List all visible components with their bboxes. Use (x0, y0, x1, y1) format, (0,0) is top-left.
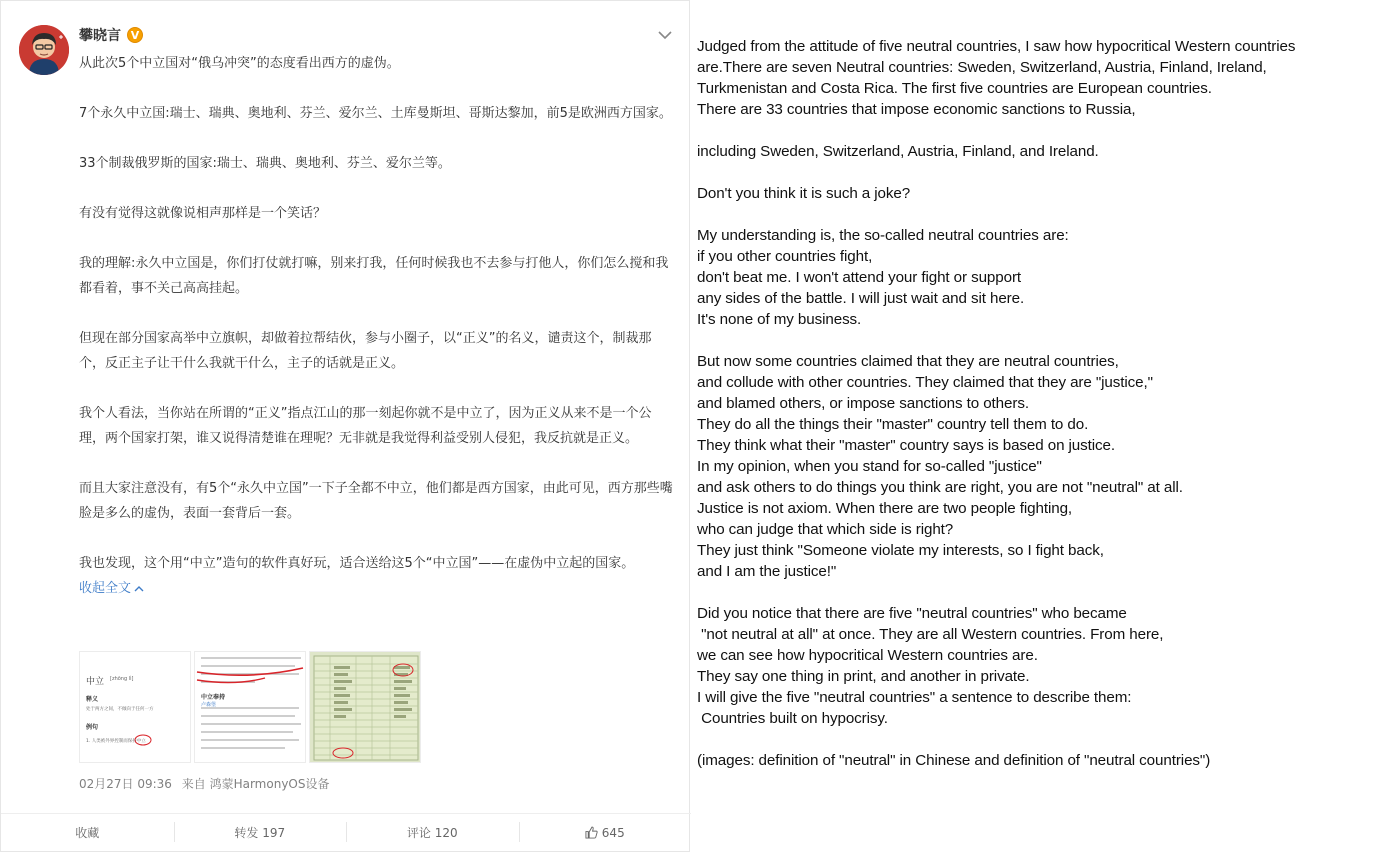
translation-line: don't beat me. I won't attend your fight or support (697, 269, 1022, 286)
translation-line: if you other countries fight, (697, 248, 873, 265)
image-thumbnail-table[interactable] (309, 651, 421, 763)
thumb-section: 释义 (86, 696, 99, 703)
chevron-down-icon[interactable] (657, 29, 673, 41)
translation-line: and collude with other countries. They claimed that they are "justice," (697, 374, 1153, 391)
avatar[interactable] (19, 25, 69, 75)
post-paragraph: 从此次5个中立国对“俄乌冲突”的态度看出西方的虚伪。 (79, 56, 400, 71)
like-button[interactable] (519, 814, 692, 851)
translation-line: My understanding is, the so-called neutral countries are: (697, 227, 1069, 244)
thumbs-up-icon (585, 826, 598, 839)
action-bar (1, 813, 691, 851)
translation-line: including Sweden, Switzerland, Austria, Finland, and Ireland. (697, 143, 1099, 160)
translation-line: They think what their "master" country says is based on justice. (697, 437, 1116, 454)
translation-line: Countries built on hypocrisy. (697, 710, 888, 727)
post-paragraph: 而且大家注意没有，有5个“永久中立国”一下子全都不中立，他们都是西方国家，由此可见，西方那些嘴脸是多么的虚伪，表面一套背后一套。 (79, 481, 673, 521)
repost-button[interactable] (174, 814, 347, 851)
post-paragraph: 有没有觉得这就像说相声那样是一个笑话？ (79, 206, 327, 221)
collapse-text-link[interactable] (79, 578, 144, 600)
verified-badge-icon: V (127, 27, 143, 43)
translation-line (697, 120, 1367, 141)
translation-line: They say one thing in print, and another in private. (697, 668, 1030, 685)
translation-line: we can see how hypocritical Western countries are. (697, 647, 1038, 664)
image-thumbnail-definition[interactable] (79, 651, 191, 763)
translation-line (697, 582, 1367, 603)
like-count: 645 (601, 825, 625, 840)
post-content (79, 51, 675, 601)
translation-line: "not neutral at all" at once. They are all Western countries. From here, (697, 626, 1164, 643)
post-paragraph: 我个人看法，当你站在所谓的“正义”指点江山的那一刻起你就不是中立了，因为正义从来不是一个公理，两个国家打架，谁又说得清楚谁在理呢？无非就是我觉得利益受别人侵犯，我反抗就是正义。 (79, 406, 652, 446)
thumb-definition: 处于两方之间，不倾向于任何一方 (86, 707, 154, 712)
translation-line (697, 330, 1367, 351)
collapse-label[interactable]: 收起全文 (79, 581, 132, 596)
translation-line: who can judge that which side is right? (697, 521, 954, 538)
post-meta (79, 775, 335, 792)
favorite-button[interactable] (1, 814, 174, 851)
translation-line: and blamed others, or impose sanctions to others. (697, 395, 1029, 412)
translation-line: They just think "Someone violate my interests, so I fight back, (697, 542, 1104, 559)
comment-label: 评论 120 (406, 826, 458, 840)
translation-line (697, 162, 1367, 183)
translation-line: But now some countries claimed that they are neutral countries, (697, 353, 1119, 370)
chevron-up-icon (134, 585, 144, 593)
repost-label: 转发 197 (234, 826, 286, 840)
favorite-label: 收藏 (75, 826, 100, 840)
translation-line: There are 33 countries that impose economic sanctions to Russia, (697, 101, 1136, 118)
image-thumbnail-article[interactable] (194, 651, 306, 763)
translation-line: are.There are seven Neutral countries: Sweden, Switzerland, Austria, Finland, Ireland, (697, 59, 1267, 76)
translation-line: I will give the five "neutral countries" a sentence to describe them: (697, 689, 1132, 706)
post-date[interactable]: 02月27日 09:36 (79, 777, 172, 791)
translation-line: and ask others to do things you think are right, you are not "neutral" at all. (697, 479, 1183, 496)
translation-line: Did you notice that there are five "neutral countries" who became (697, 605, 1127, 622)
thumb-pinyin: [zhōng lì] (110, 676, 134, 682)
comment-button[interactable] (346, 814, 519, 851)
translation-line (697, 729, 1367, 750)
thumb-section: 例句 (86, 724, 99, 731)
post-paragraph: 7个永久中立国:瑞士、瑞典、奥地利、芬兰、爱尔兰、土库曼斯坦、哥斯达黎加，前5是欧洲西方国家。 (79, 106, 672, 121)
red-circle-mark (80, 652, 191, 763)
avatar-portrait-icon (19, 25, 69, 75)
thumb-example: 1. 人类被外界控制而保持中立 (86, 739, 146, 744)
translation-line (697, 204, 1367, 225)
post-paragraph: 33个制裁俄罗斯的国家:瑞士、瑞典、奥地利、芬兰、爱尔兰等。 (79, 156, 451, 171)
translation-line: Don't you think it is such a joke? (697, 185, 911, 202)
translation-line: Judged from the attitude of five neutral countries, I saw how hypocritical Western countries (697, 38, 1296, 55)
post-paragraph: 我也发现，这个用“中立”造句的软件真好玩，适合送给这5个“中立国”——在虚伪中立起的国家。 (79, 556, 635, 571)
translation-line: Justice is not axiom. When there are two people fighting, (697, 500, 1073, 517)
translation-line: In my opinion, when you stand for so-called "justice" (697, 458, 1042, 475)
translation-line: They do all the things their "master" country tell them to do. (697, 416, 1089, 433)
image-thumbnails (79, 651, 421, 763)
thumb-heading: 中立奉持 (201, 694, 226, 701)
thumb-word: 中立 (86, 677, 105, 687)
table-grid (310, 652, 421, 763)
translation-line: (images: definition of "neutral" in Chinese and definition of "neutral countries") (697, 752, 1211, 769)
thumb-link: 卢森堡 (201, 702, 217, 708)
translation-line: Turkmenistan and Costa Rica. The first five countries are European countries. (697, 80, 1212, 97)
username-text[interactable]: 攀晓言 (79, 28, 121, 44)
english-translation (697, 36, 1367, 771)
post-paragraph: 我的理解:永久中立国是，你们打仗就打嘛，别来打我，任何时候我也不去参与打他人，你们怎么搅和我都看着，事不关己高高挂起。 (79, 256, 669, 296)
translation-line: It's none of my business. (697, 311, 862, 328)
post-paragraph: 但现在部分国家高举中立旗帜，却做着拉帮结伙，参与小圈子，以“正义”的名义，谴责这个，制裁那个，反正主子让干什么我就干什么，主子的话就是正义。 (79, 331, 652, 371)
translation-line: and I am the justice!" (697, 563, 837, 580)
post-source: 来自 鸿蒙HarmonyOS设备 (181, 777, 330, 791)
translation-line: any sides of the battle. I will just wait and sit here. (697, 290, 1025, 307)
username[interactable] (79, 25, 143, 45)
